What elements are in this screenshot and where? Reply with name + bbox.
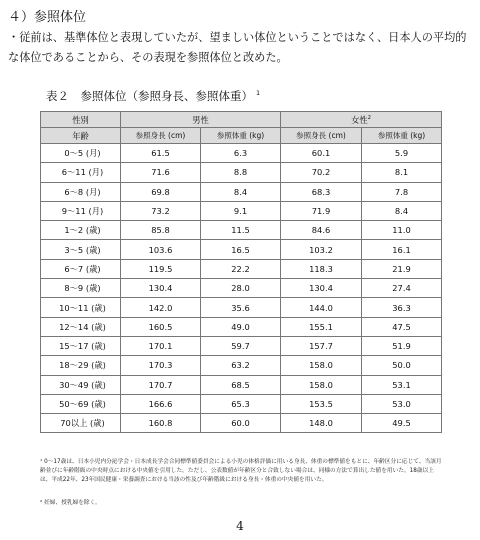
table-row [41, 163, 442, 182]
female-weight-cell: 7.8 [362, 182, 442, 201]
table-row [41, 201, 442, 220]
female-height-cell: 158.0 [281, 375, 362, 394]
female-height-cell: 68.3 [281, 182, 362, 201]
female-height-cell: 153.5 [281, 394, 362, 413]
female-weight-cell: 11.0 [362, 221, 442, 240]
male-height-cell: 170.7 [121, 375, 201, 394]
table-row [41, 336, 442, 355]
table-row [41, 182, 442, 201]
header-age: 年齢 [41, 128, 121, 144]
table-row [41, 298, 442, 317]
row-age-cell: 30～49 (歳) [41, 375, 121, 394]
female-height-cell: 157.7 [281, 336, 362, 355]
male-height-cell: 69.8 [121, 182, 201, 201]
male-weight-cell: 8.4 [201, 182, 281, 201]
section-heading: ４）参照体位 [8, 10, 87, 25]
page-number: 4 [236, 519, 244, 533]
row-age-cell: 9～11 (月) [41, 201, 121, 220]
row-age-cell: 70以上 (歳) [41, 414, 121, 433]
header-male: 男性 [121, 112, 281, 128]
male-height-cell: 166.6 [121, 394, 201, 413]
male-height-cell: 142.0 [121, 298, 201, 317]
row-age-cell: 10～11 (歳) [41, 298, 121, 317]
table-row [41, 375, 442, 394]
male-height-cell: 73.2 [121, 201, 201, 220]
table-caption [46, 88, 260, 104]
table-row [41, 259, 442, 278]
header-female [281, 112, 442, 128]
male-height-cell: 61.5 [121, 144, 201, 163]
female-height-cell: 148.0 [281, 414, 362, 433]
female-height-cell: 158.0 [281, 356, 362, 375]
male-weight-cell: 6.3 [201, 144, 281, 163]
footnote-1: ¹ 0～17歳は、日本小児内分泌学会・日本成長学会合同標準値委員会による小児の体格評価に用いる身長、体重の標準値をもとに、年齢区分に応じて、当該月齢並びに年齢階級の中央時点における中央値を引用した。ただし、公表数値が年齢区分と合致しない場合は、同様の方法で算出した値を用いた。18歳以上は、平成22年、23年国民健康・栄養調査における当該の性及び年齢階級における身長・体重の中央値を用いた。 [40, 459, 442, 483]
male-height-cell: 170.3 [121, 356, 201, 375]
row-age-cell: 8～9 (歳) [41, 279, 121, 298]
header-female-label: 女性 [351, 114, 368, 125]
male-weight-cell: 8.8 [201, 163, 281, 182]
header-male-height: 参照身長 (cm) [121, 128, 201, 144]
row-age-cell: 6～7 (歳) [41, 259, 121, 278]
female-weight-cell: 51.9 [362, 336, 442, 355]
table-body [41, 144, 442, 433]
table-row [41, 414, 442, 433]
male-height-cell: 170.1 [121, 336, 201, 355]
male-weight-cell: 59.7 [201, 336, 281, 355]
male-weight-cell: 60.0 [201, 414, 281, 433]
female-height-cell: 60.1 [281, 144, 362, 163]
intro-paragraph: ・従前は、基準体位と表現していたが、望ましい体位ということではなく、日本人の平均的な体位であることから、その表現を参照体位と改めた。 [8, 31, 467, 64]
table-caption-footnote-mark: 1 [256, 89, 261, 98]
header-female-footnote-mark: 2 [367, 114, 371, 121]
male-weight-cell: 22.2 [201, 259, 281, 278]
male-weight-cell: 9.1 [201, 201, 281, 220]
male-height-cell: 160.8 [121, 414, 201, 433]
male-weight-cell: 63.2 [201, 356, 281, 375]
header-sex: 性別 [41, 112, 121, 128]
female-weight-cell: 5.9 [362, 144, 442, 163]
female-weight-cell: 36.3 [362, 298, 442, 317]
male-weight-cell: 35.6 [201, 298, 281, 317]
female-height-cell: 118.3 [281, 259, 362, 278]
row-age-cell: 15～17 (歳) [41, 336, 121, 355]
row-age-cell: 6～11 (月) [41, 163, 121, 182]
female-weight-cell: 21.9 [362, 259, 442, 278]
female-weight-cell: 49.5 [362, 414, 442, 433]
table-row [41, 356, 442, 375]
male-height-cell: 85.8 [121, 221, 201, 240]
female-weight-cell: 8.1 [362, 163, 442, 182]
table-row [41, 394, 442, 413]
female-height-cell: 70.2 [281, 163, 362, 182]
table-row [41, 240, 442, 259]
female-weight-cell: 53.0 [362, 394, 442, 413]
female-weight-cell: 16.1 [362, 240, 442, 259]
male-height-cell: 71.6 [121, 163, 201, 182]
table-row [41, 279, 442, 298]
male-weight-cell: 65.3 [201, 394, 281, 413]
female-height-cell: 155.1 [281, 317, 362, 336]
row-age-cell: 12～14 (歳) [41, 317, 121, 336]
male-weight-cell: 68.5 [201, 375, 281, 394]
male-weight-cell: 16.5 [201, 240, 281, 259]
male-weight-cell: 11.5 [201, 221, 281, 240]
female-weight-cell: 50.0 [362, 356, 442, 375]
table-row [41, 317, 442, 336]
table-row [41, 144, 442, 163]
row-age-cell: 50～69 (歳) [41, 394, 121, 413]
row-age-cell: 18～29 (歳) [41, 356, 121, 375]
header-female-height: 参照身長 (cm) [281, 128, 362, 144]
female-height-cell: 84.6 [281, 221, 362, 240]
male-weight-cell: 28.0 [201, 279, 281, 298]
female-height-cell: 144.0 [281, 298, 362, 317]
row-age-cell: 1～2 (歳) [41, 221, 121, 240]
reference-body-size-table [40, 111, 442, 433]
male-height-cell: 119.5 [121, 259, 201, 278]
row-age-cell: 0～5 (月) [41, 144, 121, 163]
female-height-cell: 130.4 [281, 279, 362, 298]
female-weight-cell: 8.4 [362, 201, 442, 220]
table-row [41, 221, 442, 240]
female-height-cell: 71.9 [281, 201, 362, 220]
male-height-cell: 160.5 [121, 317, 201, 336]
row-age-cell: 3～5 (歳) [41, 240, 121, 259]
header-male-weight: 参照体重 (kg) [201, 128, 281, 144]
male-height-cell: 103.6 [121, 240, 201, 259]
header-female-weight: 参照体重 (kg) [362, 128, 442, 144]
female-weight-cell: 27.4 [362, 279, 442, 298]
row-age-cell: 6～8 (月) [41, 182, 121, 201]
male-weight-cell: 49.0 [201, 317, 281, 336]
female-weight-cell: 53.1 [362, 375, 442, 394]
table-caption-text: 表２ 参照体位（参照身長、参照体重） [46, 89, 253, 103]
female-height-cell: 103.2 [281, 240, 362, 259]
footnote-2: ² 妊婦、授乳婦を除く。 [40, 500, 101, 506]
female-weight-cell: 47.5 [362, 317, 442, 336]
male-height-cell: 130.4 [121, 279, 201, 298]
